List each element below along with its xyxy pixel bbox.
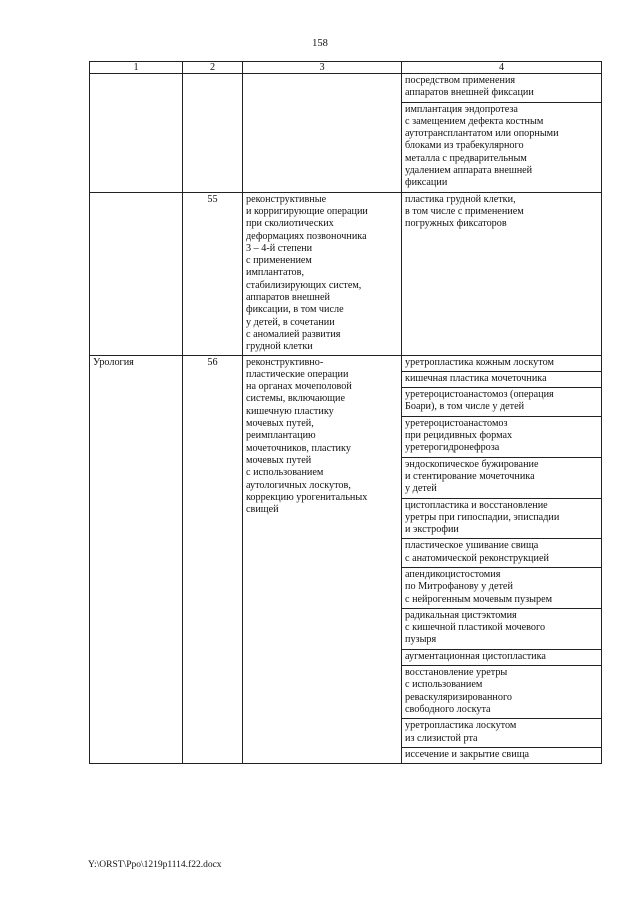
text-line: уретропластика кожным лоскутом bbox=[405, 356, 554, 368]
text-line: кишечная пластика мочеточника bbox=[405, 372, 547, 384]
text-line: у детей, в сочетании bbox=[246, 316, 335, 328]
text-line: аутологичных лоскутов, bbox=[246, 479, 351, 491]
cell-methods bbox=[402, 192, 602, 355]
method-item bbox=[402, 719, 601, 748]
text-line: пластическое ушивание свища bbox=[405, 540, 539, 552]
method-item bbox=[402, 356, 601, 372]
method-item bbox=[402, 74, 601, 103]
text-line: Боари), в том числе у детей bbox=[405, 401, 525, 413]
text-line: реконструктивные bbox=[246, 193, 327, 205]
text-line: стабилизирующих систем, bbox=[246, 279, 362, 291]
cell-profile: Урология bbox=[90, 355, 183, 764]
table-header-row bbox=[90, 62, 602, 74]
text-line: при рецидивных формах bbox=[405, 430, 513, 442]
method-item bbox=[402, 193, 601, 233]
text-line: деформациях позвоночника bbox=[246, 230, 367, 242]
text-line: с замещением дефекта костным bbox=[405, 115, 544, 127]
text-line: аппаратов внешней фиксации bbox=[405, 87, 534, 99]
text-line: пластика грудной клетки, bbox=[405, 193, 516, 205]
text-line: с использованием bbox=[246, 467, 324, 479]
text-line: из слизистой рта bbox=[405, 732, 478, 744]
table-row-55 bbox=[90, 192, 602, 355]
text-line: мочеточников, пластику bbox=[246, 442, 351, 454]
text-line: иссечение и закрытие свища bbox=[405, 748, 530, 760]
text-line: восстановление уретры bbox=[405, 667, 508, 679]
text-line: уретероцистоанастомоз (операция bbox=[405, 389, 554, 401]
header-col-2: 2 bbox=[183, 62, 243, 74]
document-table bbox=[89, 61, 602, 764]
method-item bbox=[402, 539, 601, 568]
header-col-4: 4 bbox=[402, 62, 602, 74]
text-line: эндоскопическое бужирование bbox=[405, 458, 539, 470]
text-line: уретерогидронефроза bbox=[405, 442, 500, 454]
file-path-footer: Y:\ORST\Ppo\1219p1114.f22.docx bbox=[88, 860, 222, 870]
cell-profile bbox=[90, 74, 183, 193]
method-item bbox=[402, 666, 601, 719]
cell-methods bbox=[402, 74, 602, 193]
text-line: и корригирующие операции bbox=[246, 205, 368, 217]
text-line: радикальная цистэктомия bbox=[405, 609, 517, 621]
text-line: с использованием bbox=[405, 679, 483, 691]
text-line: уретры при гипоспадии, эписпадии bbox=[405, 511, 560, 523]
cell-number: 56 bbox=[183, 355, 243, 764]
text-line: с применением bbox=[246, 255, 312, 267]
text-line: реконструктивно- bbox=[246, 356, 324, 368]
text-line: с кишечной пластикой мочевого bbox=[405, 622, 546, 634]
text-line: реимплантацию bbox=[246, 430, 316, 442]
text-line: фиксации, в том числе bbox=[246, 304, 344, 316]
text-line: фиксации bbox=[405, 177, 448, 189]
table-row-continuation bbox=[90, 74, 602, 193]
text-line: при сколиотических bbox=[246, 218, 334, 230]
text-line: коррекцию урогенитальных bbox=[246, 491, 368, 503]
cell-profile bbox=[90, 192, 183, 355]
text-line: погружных фиксаторов bbox=[405, 218, 507, 230]
method-item bbox=[402, 417, 601, 458]
text-line: удалением аппарата внешней bbox=[405, 165, 533, 177]
text-line: с аномалией развития bbox=[246, 328, 341, 340]
cell-methods bbox=[402, 355, 602, 764]
header-col-1: 1 bbox=[90, 62, 183, 74]
text-line: и стентирование мочеточника bbox=[405, 470, 535, 482]
cell-number: 55 bbox=[183, 192, 243, 355]
text-line: металла с предварительным bbox=[405, 152, 527, 164]
text-line: мочевых путей, bbox=[246, 418, 314, 430]
method-item bbox=[402, 103, 601, 192]
method-item bbox=[402, 458, 601, 499]
text-line: уретероцистоанастомоз bbox=[405, 417, 508, 429]
method-item bbox=[402, 650, 601, 666]
text-line: имплантация эндопротеза bbox=[405, 103, 518, 115]
text-line: уретропластика лоскутом bbox=[405, 720, 517, 732]
text-line: свищей bbox=[246, 504, 279, 516]
text-line: пузыря bbox=[405, 634, 437, 646]
method-item bbox=[402, 372, 601, 388]
text-line: реваскуляризированного bbox=[405, 691, 512, 703]
text-line: апендикоцистостомия bbox=[405, 568, 501, 580]
text-line: кишечную пластику bbox=[246, 405, 334, 417]
table-row-56 bbox=[90, 355, 602, 764]
text-line: свободного лоскута bbox=[405, 703, 491, 715]
text-line: пластические операции bbox=[246, 368, 349, 380]
text-line: 3 – 4-й степени bbox=[246, 242, 313, 254]
method-item bbox=[402, 499, 601, 540]
header-col-3: 3 bbox=[243, 62, 402, 74]
text-line: аугментационная цистопластика bbox=[405, 650, 546, 662]
text-line: цистопластика и восстановление bbox=[405, 499, 548, 511]
method-item bbox=[402, 388, 601, 417]
text-line: грудной клетки bbox=[246, 341, 313, 353]
text-line: на органах мочеполовой bbox=[246, 381, 352, 393]
text-line: мочевых путей bbox=[246, 454, 312, 466]
text-line: с анатомической реконструкцией bbox=[405, 552, 549, 564]
cell-description bbox=[243, 355, 402, 764]
text-line: аппаратов внешней bbox=[246, 292, 330, 304]
text-line: аутотрансплантатом или опорными bbox=[405, 128, 559, 140]
text-line: посредством применения bbox=[405, 75, 516, 86]
text-line: с нейрогенным мочевым пузырем bbox=[405, 593, 553, 605]
text-line: блоками из трабекулярного bbox=[405, 140, 524, 152]
text-line: у детей bbox=[405, 483, 437, 495]
text-line: по Митрофанову у детей bbox=[405, 581, 513, 593]
page-number: 158 bbox=[312, 38, 328, 49]
cell-description bbox=[243, 74, 402, 193]
cell-description bbox=[243, 192, 402, 355]
cell-number bbox=[183, 74, 243, 193]
method-item bbox=[402, 568, 601, 609]
text-line: и экстрофии bbox=[405, 524, 459, 536]
method-item bbox=[402, 609, 601, 650]
text-line: имплантатов, bbox=[246, 267, 305, 279]
method-item bbox=[402, 748, 601, 763]
text-line: в том числе с применением bbox=[405, 205, 524, 217]
text-line: системы, включающие bbox=[246, 393, 345, 405]
